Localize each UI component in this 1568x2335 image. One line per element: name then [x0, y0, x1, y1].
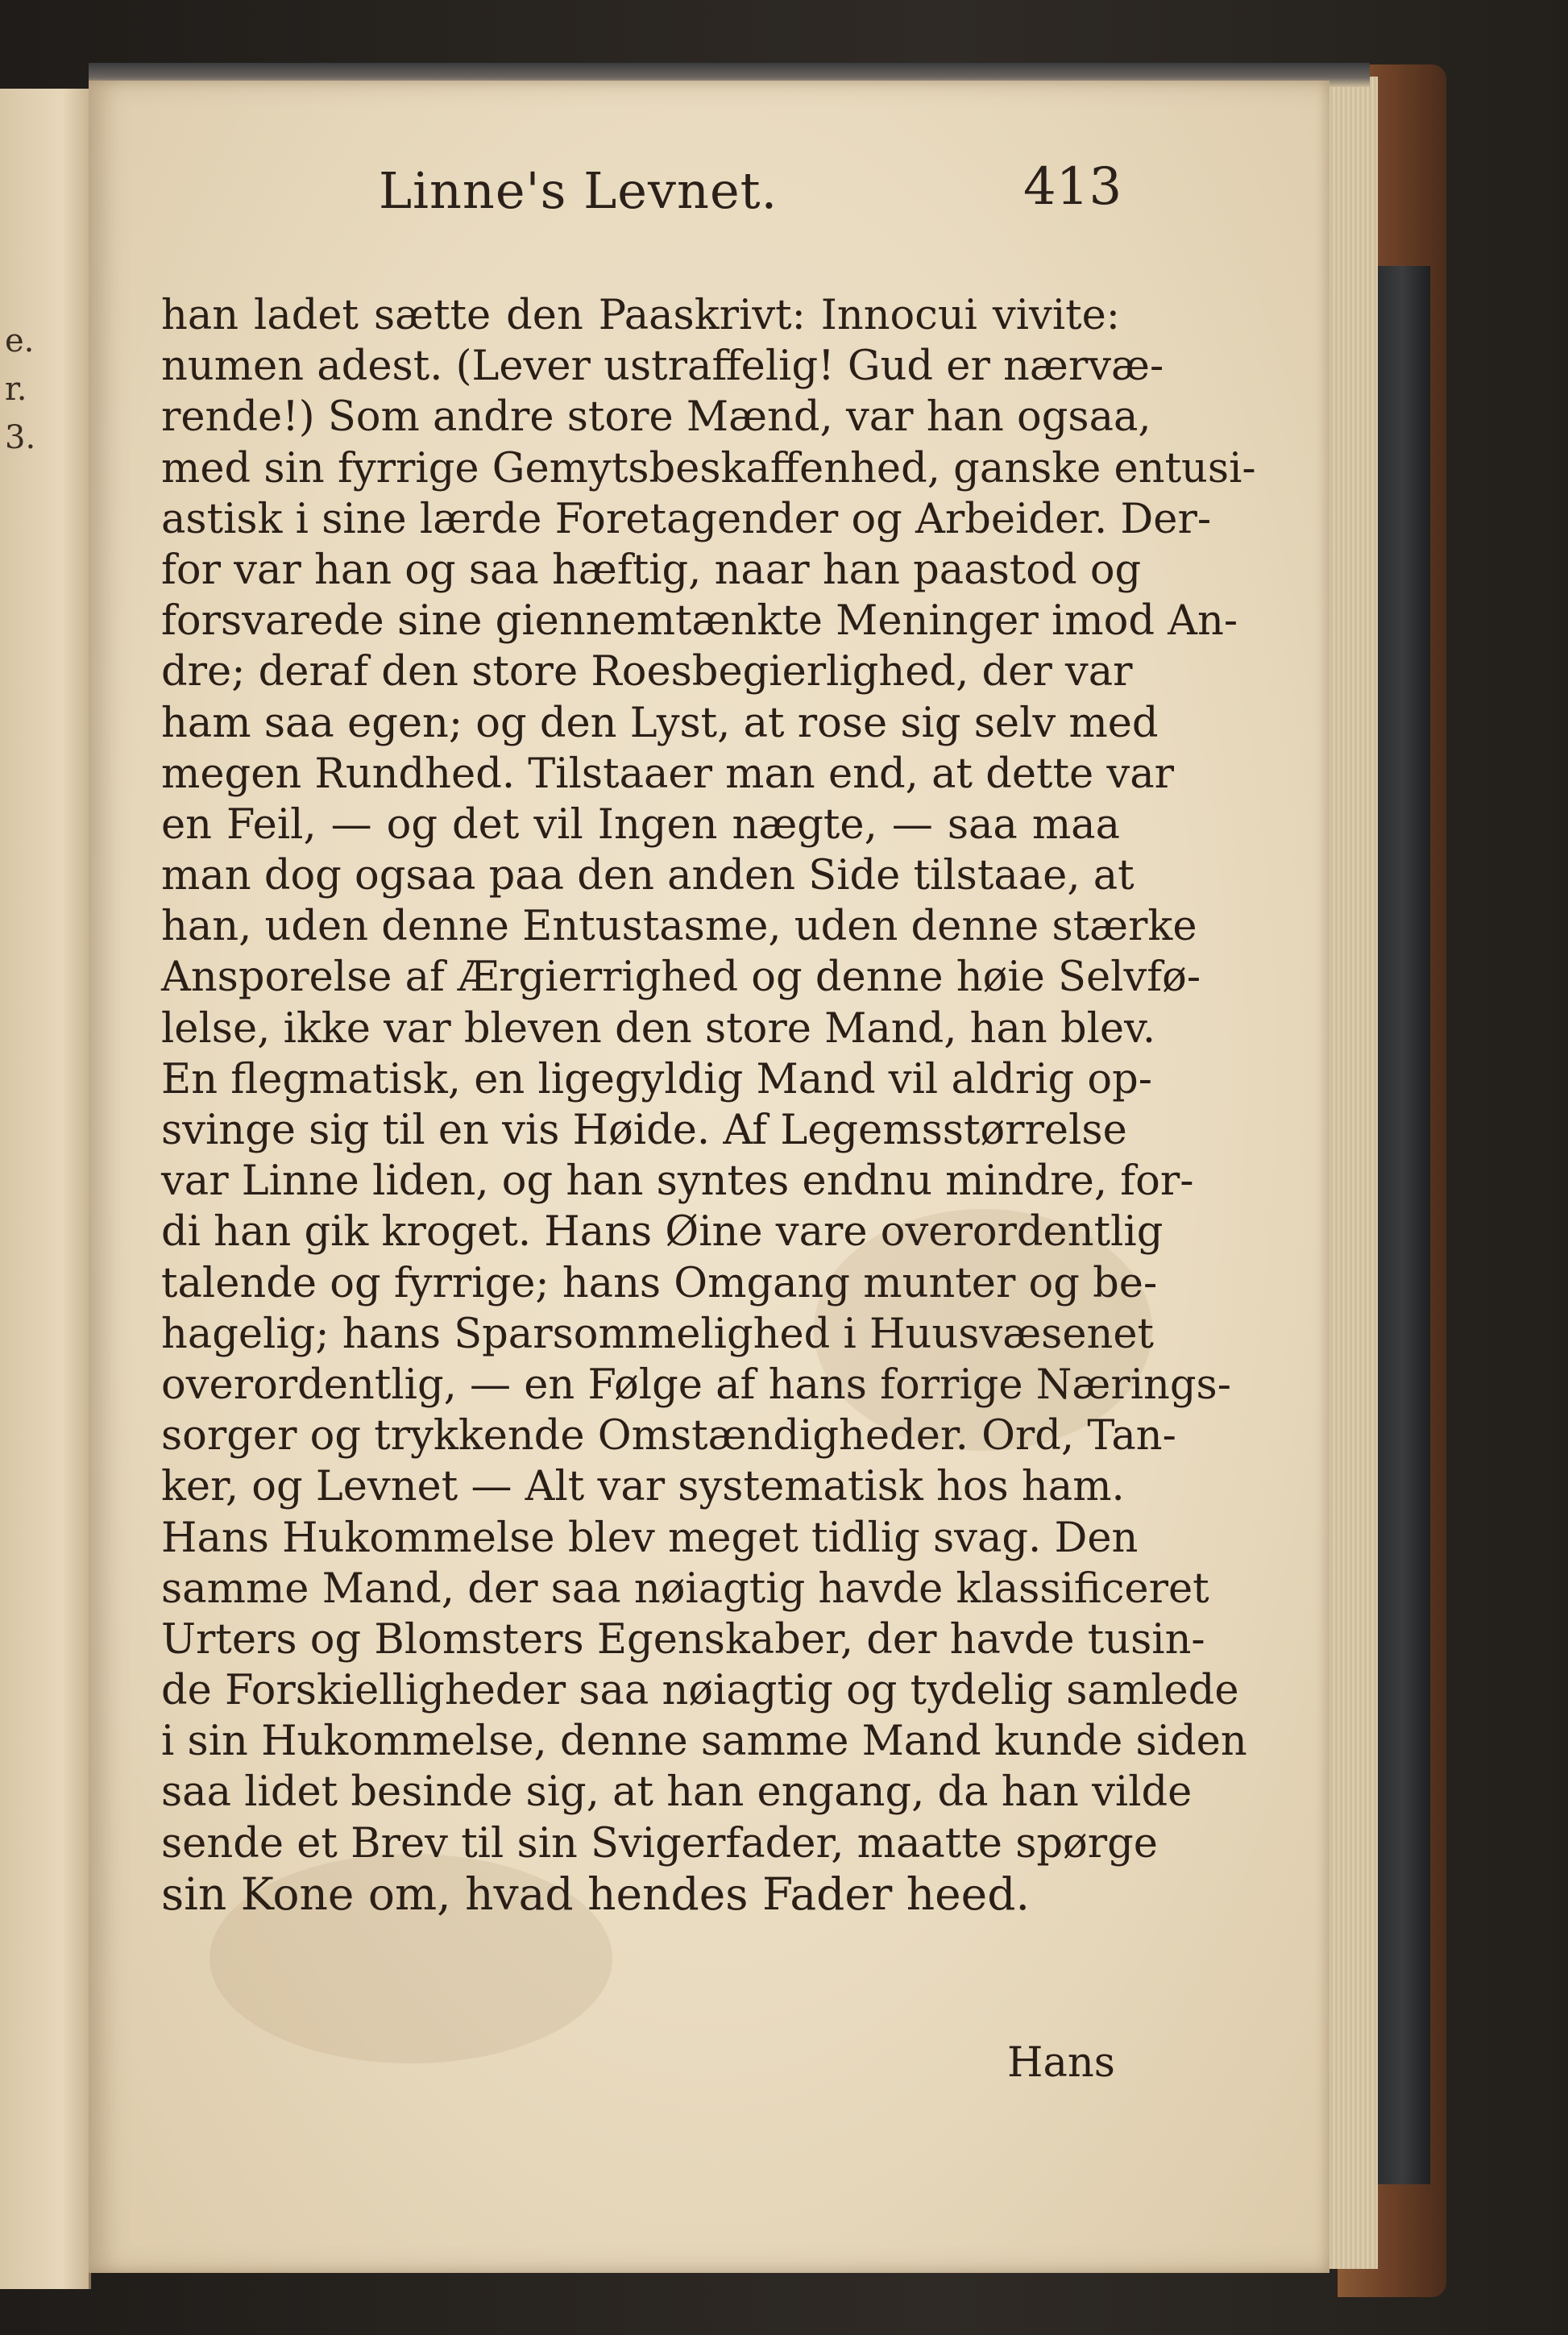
text-line: talende og fyrrige; hans Omgang munter og be- — [161, 1259, 1158, 1307]
text-line: svinge sig til en vis Høide. Af Legemsstørrelse — [161, 1107, 1127, 1154]
left-page-fragment: e. — [5, 322, 35, 359]
left-page-fragment: 3. — [5, 419, 36, 456]
text-line: forsvarede sine giennemtænkte Meninger imod An- — [161, 597, 1238, 646]
text-line: en Feil, — og det vil Ingen nægte, — saa maa — [161, 800, 1120, 849]
text-line: med sin fyrrige Gemytsbeskaffenhed, ganske entusi- — [161, 444, 1256, 492]
left-facing-page — [0, 89, 91, 2289]
text-line: ker, og Levnet — Alt var systematisk hos ham. — [161, 1463, 1125, 1511]
text-line: samme Mand, der saa nøiagtig havde klassificeret — [161, 1564, 1209, 1613]
text-line: dre; deraf den store Roesbegierlighed, der var — [161, 648, 1133, 696]
text-line: saa lidet besinde sig, at han engang, da han vilde — [161, 1768, 1193, 1817]
text-line: En flegmatisk, en ligegyldig Mand vil aldrig op- — [161, 1055, 1152, 1103]
text-line: han ladet sætte den Paaskrivt: Innocui vivite: — [161, 292, 1120, 339]
text-line: lelse, ikke var bleven den store Mand, han blev. — [161, 1004, 1156, 1053]
text-line: numen adest. (Lever ustraffelig! Gud er nærvæ- — [161, 343, 1164, 391]
text-line: Ansporelse af Ærgierrighed og denne høie Selvfø- — [161, 954, 1201, 1002]
page-number: 413 — [1023, 157, 1122, 217]
text-line: for var han og saa hæftig, naar han paastod og — [161, 546, 1142, 594]
text-line: megen Rundhed. Tilstaaer man end, at dette var — [161, 750, 1174, 798]
text-line: man dog ogsaa paa den anden Side tilstaae, at — [161, 852, 1135, 900]
text-line: Urters og Blomsters Egenskaber, der havde tusin- — [161, 1615, 1205, 1664]
text-line: sorger og trykkende Omstændigheder. Ord, Tan- — [161, 1412, 1176, 1460]
catchword: Hans — [1007, 2039, 1115, 2087]
left-page-fragment: r. — [5, 371, 27, 408]
text-line: astisk i sine lærde Foretagender og Arbeider. Der- — [161, 495, 1212, 543]
book-spine-dark — [1374, 266, 1430, 2184]
text-line-last: sin Kone om, hvad hendes Fader heed. — [161, 1868, 1030, 1920]
text-line: ham saa egen; og den Lyst, at rose sig selv med — [161, 699, 1159, 747]
text-line: han, uden denne Entustasme, uden denne stærke — [161, 903, 1197, 951]
body-text — [161, 290, 1256, 1920]
text-line: var Linne liden, og han syntes endnu mindre, for- — [161, 1157, 1194, 1206]
text-line: Hans Hukommelse blev meget tidlig svag. Den — [161, 1514, 1139, 1562]
text-line: de Forskielligheder saa nøiagtig og tydelig samlede — [161, 1667, 1239, 1715]
text-line: i sin Hukommelse, denne samme Mand kunde siden — [161, 1718, 1247, 1766]
running-head: Linne's Levnet. — [379, 161, 778, 220]
text-line: di han gik kroget. Hans Øine vare overordentlig — [161, 1208, 1164, 1257]
text-line: overordentlig, — en Følge af hans forrige Nærings- — [161, 1361, 1231, 1409]
text-line: sende et Brev til sin Svigerfader, maatte spørge — [161, 1819, 1158, 1868]
text-line: hagelig; hans Sparsommelighed i Huusvæsenet — [161, 1310, 1155, 1358]
text-line: rende!) Som andre store Mænd, var han ogsaa, — [161, 393, 1151, 442]
